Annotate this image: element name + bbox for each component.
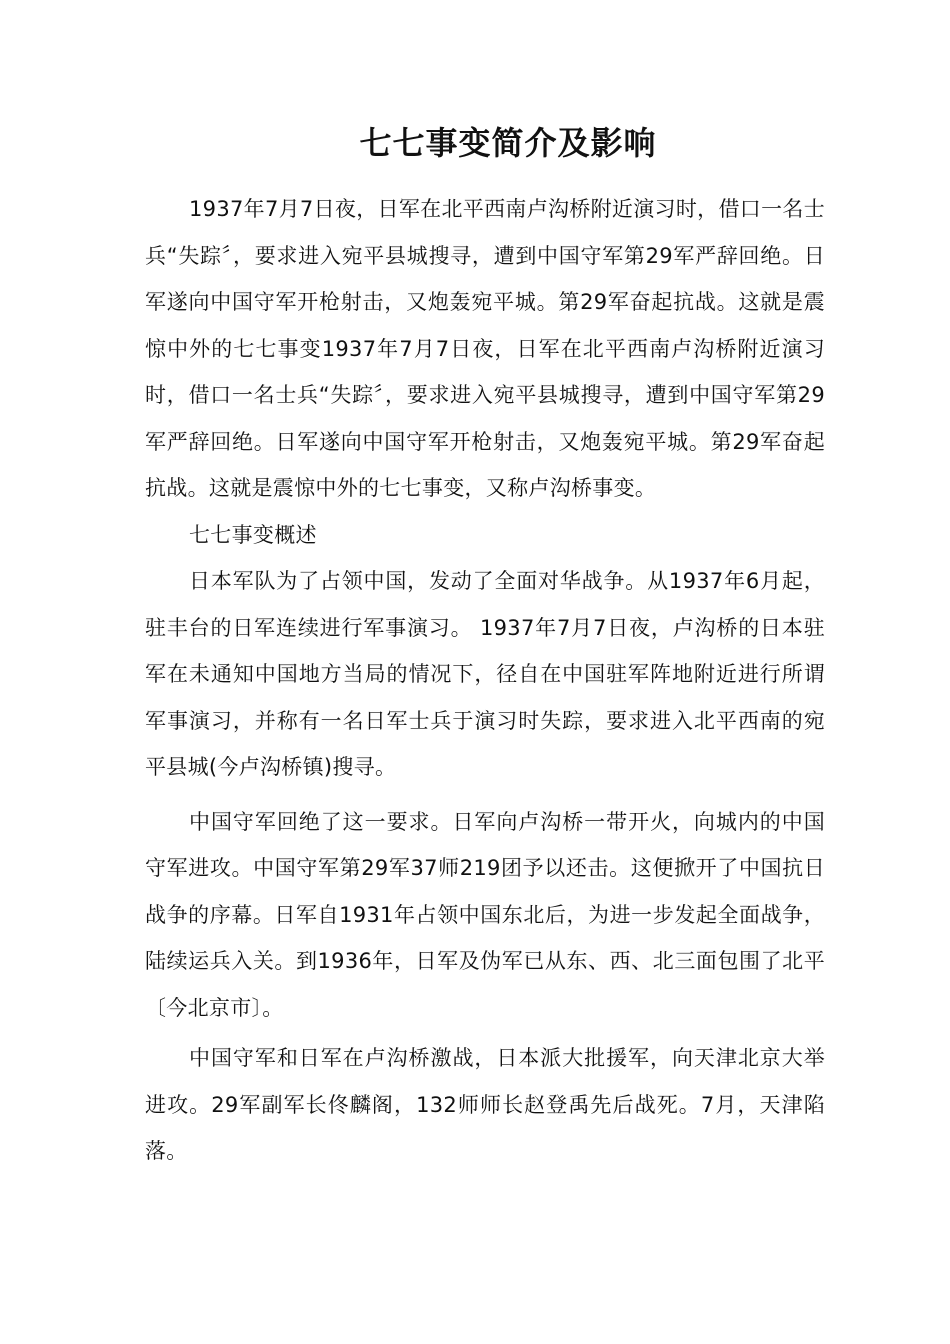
paragraph-resistance: 中国守军回绝了这一要求。日军向卢沟桥一带开火，向城内的中国守军进攻。中国守军第29军37师219团予以还击。这便掀开了中国抗日战争的序幕。日军自1931年占领中国东北后，为进一步发起全面战争，陆续运兵入关。到1936年，日军及伪军已从东、西、北三面包围了北平〔今北京市〕。	[145, 809, 825, 1020]
paragraph-overview: 日本军队为了占领中国，发动了全面对华战争。从1937年6月起，驻丰台的日军连续进行军事演习。 1937年7月7日夜，卢沟桥的日本驻军在未通知中国地方当局的情况下，径自在中国驻军阵地附近进行所谓军事演习，并称有一名日军士兵于演习时失踪，要求进入北平西南的宛平县城(今卢沟桥镇)搜寻。	[145, 569, 825, 779]
document-body	[145, 186, 825, 1175]
section-heading-overview: 七七事变概述	[189, 522, 317, 547]
paragraph-battle: 中国守军和日军在卢沟桥激战，日本派大批援军，向天津北京大举进攻。29军副军长佟麟阁，132师师长赵登禹先后战死。7月，天津陷落。	[145, 1046, 825, 1163]
paragraph-intro: 1937年7月7日夜，日军在北平西南卢沟桥附近演习时，借口一名士兵“失踪〞，要求进入宛平县城搜寻，遭到中国守军第29军严辞回绝。日军遂向中国守军开枪射击，又炮轰宛平城。第29军奋起抗战。这就是震惊中外的七七事变1937年7月7日夜，日军在北平西南卢沟桥附近演习时，借口一名士兵“失踪〞，要求进入宛平县城搜寻，遭到中国守军第29军严辞回绝。日军遂向中国守军开枪射击，又炮轰宛平城。第29军奋起抗战。这就是震惊中外的七七事变，又称卢沟桥事变。	[145, 197, 825, 500]
document-title: 七七事变简介及影响	[359, 124, 657, 162]
